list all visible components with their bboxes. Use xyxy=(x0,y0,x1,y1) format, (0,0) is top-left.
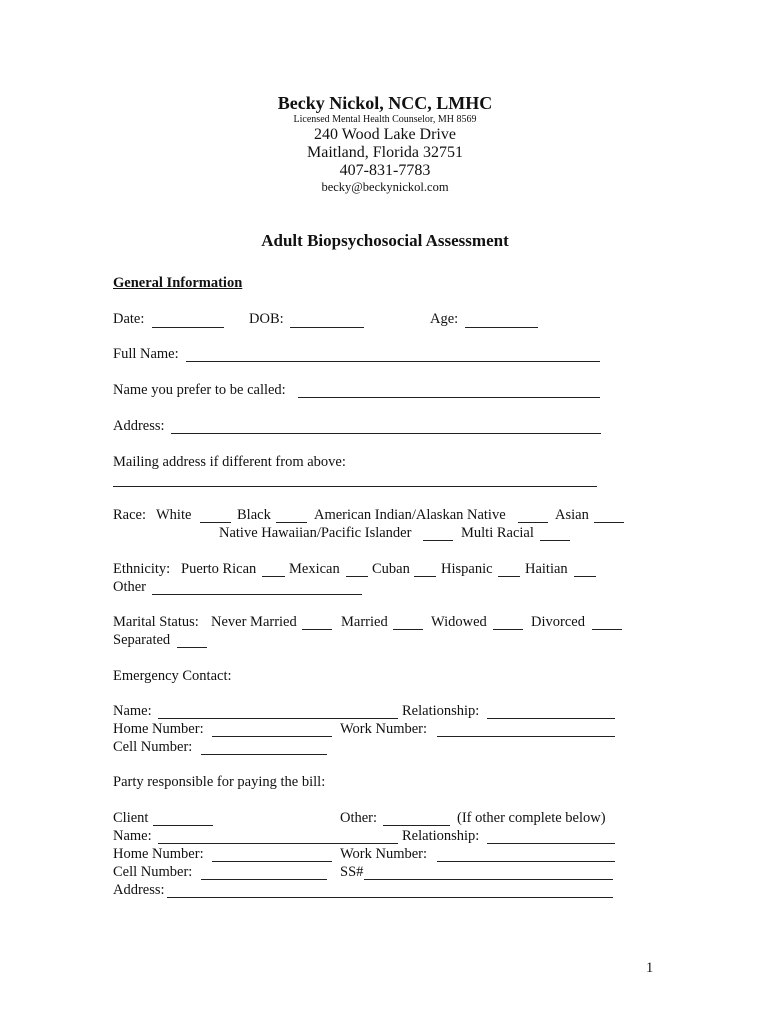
form-title: Adult Biopsychosocial Assessment xyxy=(261,231,509,250)
race-black-blank[interactable] xyxy=(276,522,307,523)
race-label: Race: xyxy=(113,507,147,523)
email-address: becky@beckynickol.com xyxy=(321,180,449,194)
preferred-name-label: Name you prefer to be called: xyxy=(113,382,286,398)
date-label: Date: xyxy=(113,311,145,327)
ethnicity-other-label: Other xyxy=(113,579,147,595)
billing-ss-label: SS# xyxy=(340,864,364,880)
ethnicity-option-haitian: Haitian xyxy=(525,561,568,577)
marital-married-blank[interactable] xyxy=(393,629,423,630)
billing-other-blank[interactable] xyxy=(383,825,450,826)
billing-other-label: Other: xyxy=(340,810,378,826)
ethnicity-label: Ethnicity: xyxy=(113,561,171,577)
billing-other-note: (If other complete below) xyxy=(457,810,606,826)
billing-name-label: Name: xyxy=(113,828,152,844)
emergency-home-number-label: Home Number: xyxy=(113,721,204,737)
ethnicity-puerto-rican-blank[interactable] xyxy=(262,576,285,577)
billing-home-number-label: Home Number: xyxy=(113,846,204,862)
emergency-relationship-field[interactable] xyxy=(487,718,615,719)
emergency-name-field[interactable] xyxy=(158,718,398,719)
page-number: 1 xyxy=(646,960,654,976)
billing-work-number-label: Work Number: xyxy=(340,846,428,862)
marital-separated-blank[interactable] xyxy=(177,647,207,648)
billing-client-label: Client xyxy=(113,810,149,826)
marital-option-widowed: Widowed xyxy=(431,614,487,630)
mailing-address-field[interactable] xyxy=(113,486,597,487)
emergency-work-number-field[interactable] xyxy=(437,736,615,737)
date-field[interactable] xyxy=(152,327,224,328)
race-option-asian: Asian xyxy=(555,507,589,523)
marital-option-divorced: Divorced xyxy=(531,614,585,630)
emergency-contact-heading: Emergency Contact: xyxy=(113,668,232,684)
billing-relationship-label: Relationship: xyxy=(402,828,480,844)
section-heading: General Information xyxy=(113,275,243,291)
billing-work-number-field[interactable] xyxy=(437,861,615,862)
race-option-multi-racial: Multi Racial xyxy=(461,525,534,541)
marital-option-married: Married xyxy=(341,614,388,630)
marital-widowed-blank[interactable] xyxy=(493,629,523,630)
race-option-american-indian: American Indian/Alaskan Native xyxy=(314,507,506,523)
ethnicity-option-cuban: Cuban xyxy=(372,561,410,577)
marital-option-never-married: Never Married xyxy=(211,614,297,630)
full-name-field[interactable] xyxy=(186,361,600,362)
marital-never-married-blank[interactable] xyxy=(302,629,332,630)
dob-label: DOB: xyxy=(249,311,284,327)
city-address: Maitland, Florida 32751 xyxy=(307,144,463,161)
billing-name-field[interactable] xyxy=(158,843,398,844)
race-option-native-hawaiian: Native Hawaiian/Pacific Islander xyxy=(219,525,412,541)
billing-heading: Party responsible for paying the bill: xyxy=(113,774,326,790)
billing-address-label: Address: xyxy=(113,882,165,898)
practitioner-name: Becky Nickol, NCC, LMHC xyxy=(277,93,493,113)
race-native-hawaiian-blank[interactable] xyxy=(423,540,453,541)
race-american-indian-blank[interactable] xyxy=(518,522,548,523)
emergency-cell-number-label: Cell Number: xyxy=(113,739,193,755)
race-white-blank[interactable] xyxy=(200,522,231,523)
ethnicity-mexican-blank[interactable] xyxy=(346,576,368,577)
billing-cell-number-field[interactable] xyxy=(201,879,327,880)
billing-cell-number-label: Cell Number: xyxy=(113,864,193,880)
emergency-relationship-label: Relationship: xyxy=(402,703,480,719)
marital-status-label: Marital Status: xyxy=(113,614,199,630)
marital-divorced-blank[interactable] xyxy=(592,629,622,630)
dob-field[interactable] xyxy=(290,327,364,328)
race-option-black: Black xyxy=(237,507,271,523)
emergency-work-number-label: Work Number: xyxy=(340,721,428,737)
billing-address-field[interactable] xyxy=(167,897,613,898)
race-multi-racial-blank[interactable] xyxy=(540,540,570,541)
race-asian-blank[interactable] xyxy=(594,522,624,523)
age-field[interactable] xyxy=(465,327,538,328)
race-option-white: White xyxy=(156,507,192,523)
ethnicity-option-hispanic: Hispanic xyxy=(441,561,493,577)
ethnicity-option-mexican: Mexican xyxy=(289,561,340,577)
ethnicity-hispanic-blank[interactable] xyxy=(498,576,520,577)
ethnicity-haitian-blank[interactable] xyxy=(574,576,596,577)
phone-number: 407-831-7783 xyxy=(339,162,431,179)
billing-client-blank[interactable] xyxy=(153,825,213,826)
license-line: Licensed Mental Health Counselor, MH 8569 xyxy=(293,114,477,125)
ethnicity-cuban-blank[interactable] xyxy=(414,576,436,577)
street-address: 240 Wood Lake Drive xyxy=(314,126,456,143)
age-label: Age: xyxy=(430,311,459,327)
preferred-name-field[interactable] xyxy=(298,397,600,398)
emergency-name-label: Name: xyxy=(113,703,152,719)
billing-ss-field[interactable] xyxy=(364,879,613,880)
address-field[interactable] xyxy=(171,433,601,434)
emergency-home-number-field[interactable] xyxy=(212,736,332,737)
mailing-address-label: Mailing address if different from above: xyxy=(113,454,346,470)
ethnicity-other-field[interactable] xyxy=(152,594,362,595)
ethnicity-option-puerto-rican: Puerto Rican xyxy=(181,561,257,577)
address-label: Address: xyxy=(113,418,165,434)
emergency-cell-number-field[interactable] xyxy=(201,754,327,755)
marital-option-separated: Separated xyxy=(113,632,171,648)
billing-home-number-field[interactable] xyxy=(212,861,332,862)
full-name-label: Full Name: xyxy=(113,346,179,362)
billing-relationship-field[interactable] xyxy=(487,843,615,844)
